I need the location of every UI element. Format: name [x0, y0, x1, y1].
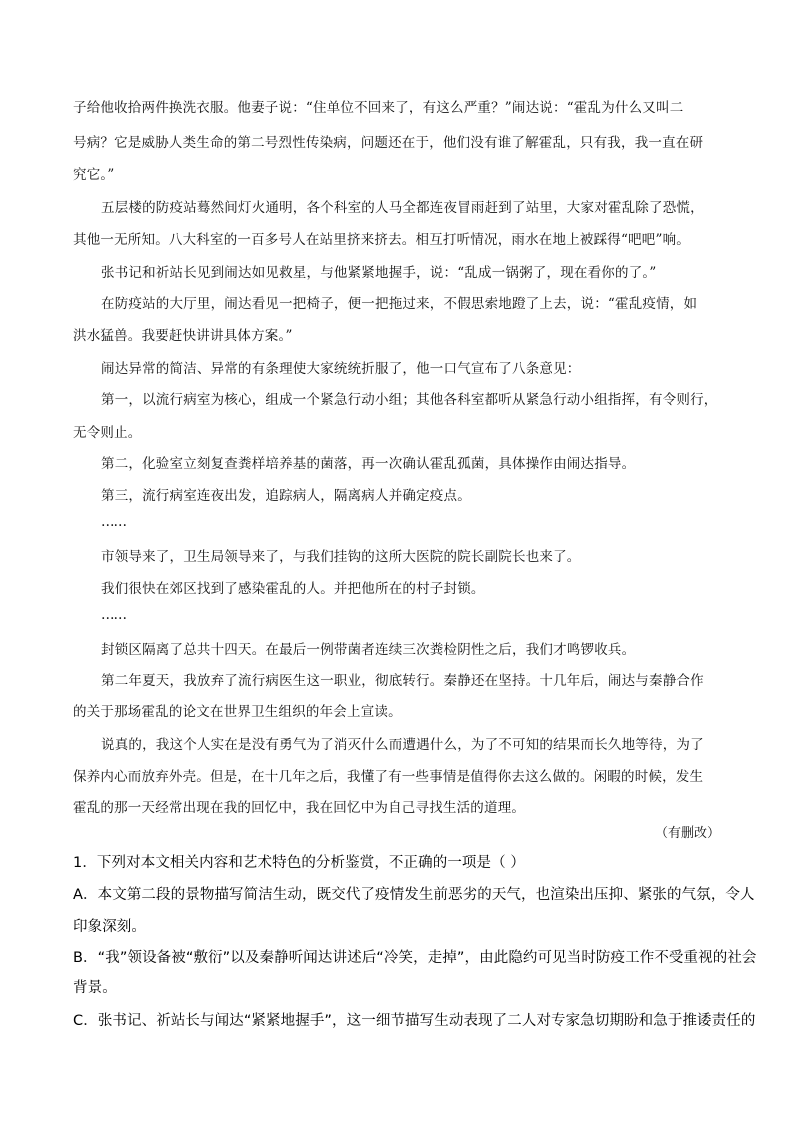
ellipsis: …… [101, 607, 126, 623]
story-line: 说真的，我这个人实在是没有勇气为了消灭什么而遭遇什么，为了不可知的结果而长久地等待，为了 [101, 737, 704, 753]
story-line: 的关于那场霍乱的论文在世界卫生组织的年会上宣读。 [73, 704, 402, 720]
story-line: 号病？它是威胁人类生命的第二号烈性传染病，问题还在于，他们没有谁了解霍乱，只有我，我一直在研 [73, 135, 704, 151]
ellipsis: …… [101, 514, 126, 530]
story-line: 第二年夏天，我放弃了流行病医生这一职业，彻底转行。秦静还在坚持。十几年后，闹达与秦静合作 [101, 673, 704, 689]
option-a-continued: 印象深刻。 [73, 919, 146, 935]
question-stem: 1．下列对本文相关内容和艺术特色的分析鉴赏，不正确的一项是（ ） [73, 855, 526, 871]
story-line: 究它。” [73, 167, 115, 183]
option-b-continued: 背景。 [73, 980, 117, 996]
story-line: 霍乱的那一天经常出现在我的回忆中，我在回忆中为自己寻找生活的道理。 [73, 800, 526, 816]
story-line: 张书记和祈站长见到闹达如见救星，与他紧紧地握手，说：“乱成一锅粥了，现在看你的了。” [101, 265, 657, 281]
option-a: A．本文第二段的景物描写简洁生动，既交代了疫情发生前恶劣的天气，也渲染出压抑、紧张的气氛，令人 [73, 887, 755, 903]
source-note: （有删改） [654, 826, 720, 841]
story-line: 无令则止。 [73, 425, 142, 441]
story-line: 五层楼的防疫站蓦然间灯火通明，各个科室的人马全都连夜冒雨赶到了站里，大家对霍乱除了恐慌， [101, 200, 704, 216]
story-line: 第三，流行病室连夜出发，追踪病人，隔离病人并确定疫点。 [101, 488, 471, 504]
story-line: 子给他收拾两件换洗衣服。他妻子说：“住单位不回来了，有这么严重？”闹达说：“霍乱为什么又叫二 [73, 100, 684, 116]
story-line: 第二，化验室立刻复查粪样培养基的菌落，再一次确认霍乱孤菌，具体操作由闹达指导。 [101, 456, 636, 472]
story-line: 在防疫站的大厅里，闹达看见一把椅子，便一把拖过来，不假思索地蹬了上去，说：“霍乱疫情，如 [101, 296, 698, 312]
option-b: B．“我”领设备被“敷衍”以及秦静听闻达讲述后“冷笑，走掉”，由此隐约可见当时防疫工作不受重视的社会 [73, 950, 757, 966]
story-line: 洪水猛兽。我要赶快讲讲具体方案。” [73, 328, 293, 344]
story-line: 第一，以流行病室为核心，组成一个紧急行动小组；其他各科室都听从紧急行动小组指挥，有令则行， [101, 392, 718, 408]
option-c: C．张书记、祈站长与闻达“紧紧地握手”，这一细节描写生动表现了二人对专家急切期盼和急于推诿责任的 [73, 1013, 756, 1029]
story-line: 闹达异常的简洁、异常的有条理使大家统统折服了，他一口气宣布了八条意见： [101, 361, 581, 377]
story-line: 封锁区隔离了总共十四天。在最后一例带菌者连续三次粪检阴性之后，我们才鸣锣收兵。 [101, 642, 636, 658]
story-line: 其他一无所知。八大科室的一百多号人在站里挤来挤去。相互打听情况，雨水在地上被踩得“吧吧”响。 [73, 232, 691, 248]
story-line: 保养内心而放弃外壳。但是，在十几年之后，我懂了有一些事情是值得你去这么做的。闲暇的时候，发生 [73, 769, 704, 785]
story-line: 市领导来了，卫生局领导来了，与我们挂钩的这所大医院的院长副院长也来了。 [101, 549, 581, 565]
story-line: 我们很快在郊区找到了感染霍乱的人。并把他所在的村子封锁。 [101, 581, 485, 597]
